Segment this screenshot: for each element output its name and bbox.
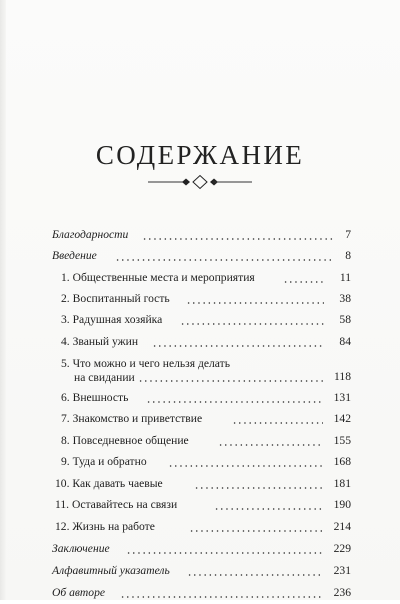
toc-entry-chapter-1[interactable] (52, 267, 351, 289)
toc-entry-label: 7. Знакомство и приветствие (61, 412, 203, 425)
diamond-ornament-icon (0, 174, 400, 190)
toc-entry-page: 214 (333, 520, 351, 533)
toc-entry-label: 1. Общественные места и мероприятия (61, 271, 255, 284)
toc-entry-label: Заключение (52, 542, 110, 555)
leader-dots (232, 422, 323, 424)
toc-entry-page: 190 (333, 498, 351, 511)
toc-entry-label-line-1: 5. Что можно и чего нельзя делать (61, 357, 230, 370)
toc-entry-page: 11 (339, 271, 351, 284)
toc-entry-page: 168 (333, 455, 351, 468)
toc-entry-page: 155 (333, 434, 351, 447)
toc-entry-label: 6. Внешность (61, 391, 129, 404)
toc-entry-page: 58 (339, 313, 351, 326)
leader-dots (187, 574, 323, 576)
toc-entry-page: 7 (345, 228, 351, 241)
toc-entry-page: 131 (333, 391, 351, 404)
toc-entry-chapter-7[interactable] (52, 408, 351, 430)
leader-dots (194, 487, 323, 489)
leader-dots (186, 302, 324, 304)
leader-dots (142, 238, 333, 240)
toc-entry-page: 229 (333, 542, 351, 555)
toc-entry-chapter-11[interactable] (52, 494, 351, 516)
toc-entry-label: 12. Жизнь на работе (55, 520, 155, 533)
toc-entry-chapter-6[interactable] (52, 387, 351, 409)
toc-entry-chapter-5[interactable] (52, 351, 351, 388)
leader-dots (180, 323, 324, 325)
toc-entry-label: 8. Повседневное общение (61, 434, 189, 447)
toc-entry-label: 11. Оставайтесь на связи (55, 498, 178, 511)
leader-dots (146, 401, 323, 403)
leader-dots (189, 530, 323, 532)
toc-entry-chapter-2[interactable] (52, 288, 351, 310)
toc-entry-page: 181 (333, 477, 351, 490)
toc-entry-chapter-12[interactable] (52, 516, 351, 538)
toc-entry-label: 10. Как давать чаевые (55, 477, 163, 490)
toc-entry-label: 9. Туда и обратно (61, 455, 147, 468)
toc-entry-chapter-8[interactable] (52, 430, 351, 452)
toc-entry-chapter-4[interactable] (52, 331, 351, 353)
toc-entry-label: Алфавитный указатель (52, 564, 170, 577)
toc-entry-page: 38 (339, 292, 351, 305)
toc-entry-page: 84 (339, 335, 351, 348)
toc-entry-page: 118 (334, 370, 351, 383)
leader-dots (152, 345, 324, 347)
page-edge-shadow (0, 0, 6, 600)
toc-entry-about-author[interactable] (52, 582, 351, 604)
leader-dots (138, 380, 323, 382)
toc-entry-label: 2. Воспитанный гость (61, 292, 170, 305)
toc-entry-label: Введение (52, 249, 97, 262)
toc-entry-label: 4. Званый ужин (61, 335, 139, 348)
toc-entry-page: 231 (333, 564, 351, 577)
toc-entry-chapter-3[interactable] (52, 309, 351, 331)
toc-entry-chapter-10[interactable] (52, 473, 351, 495)
leader-dots (168, 465, 323, 467)
leader-dots (115, 259, 333, 261)
leader-dots (120, 596, 323, 598)
toc-entry-index[interactable] (52, 560, 351, 582)
page-title: СОДЕРЖАНИЕ (95, 140, 305, 170)
leader-dots (218, 444, 323, 446)
toc-entry-label: Об авторе (52, 586, 106, 599)
leader-dots (214, 508, 323, 510)
toc-entry-label: 3. Радушная хозяйка (61, 313, 163, 326)
toc-entry-page: 8 (345, 249, 351, 262)
leader-dots (283, 281, 324, 283)
leader-dots (126, 552, 323, 554)
toc-entry-chapter-9[interactable] (52, 451, 351, 473)
toc-entry-label-line-2: на свидании (74, 370, 135, 384)
toc-entry-label: Благодарности (52, 228, 129, 241)
toc-entry-introduction[interactable] (52, 245, 351, 267)
toc-entry-acknowledgements[interactable] (52, 224, 351, 246)
toc-entry-conclusion[interactable] (52, 538, 351, 560)
toc-entry-page: 236 (333, 586, 351, 599)
toc-entry-page: 142 (333, 412, 351, 425)
